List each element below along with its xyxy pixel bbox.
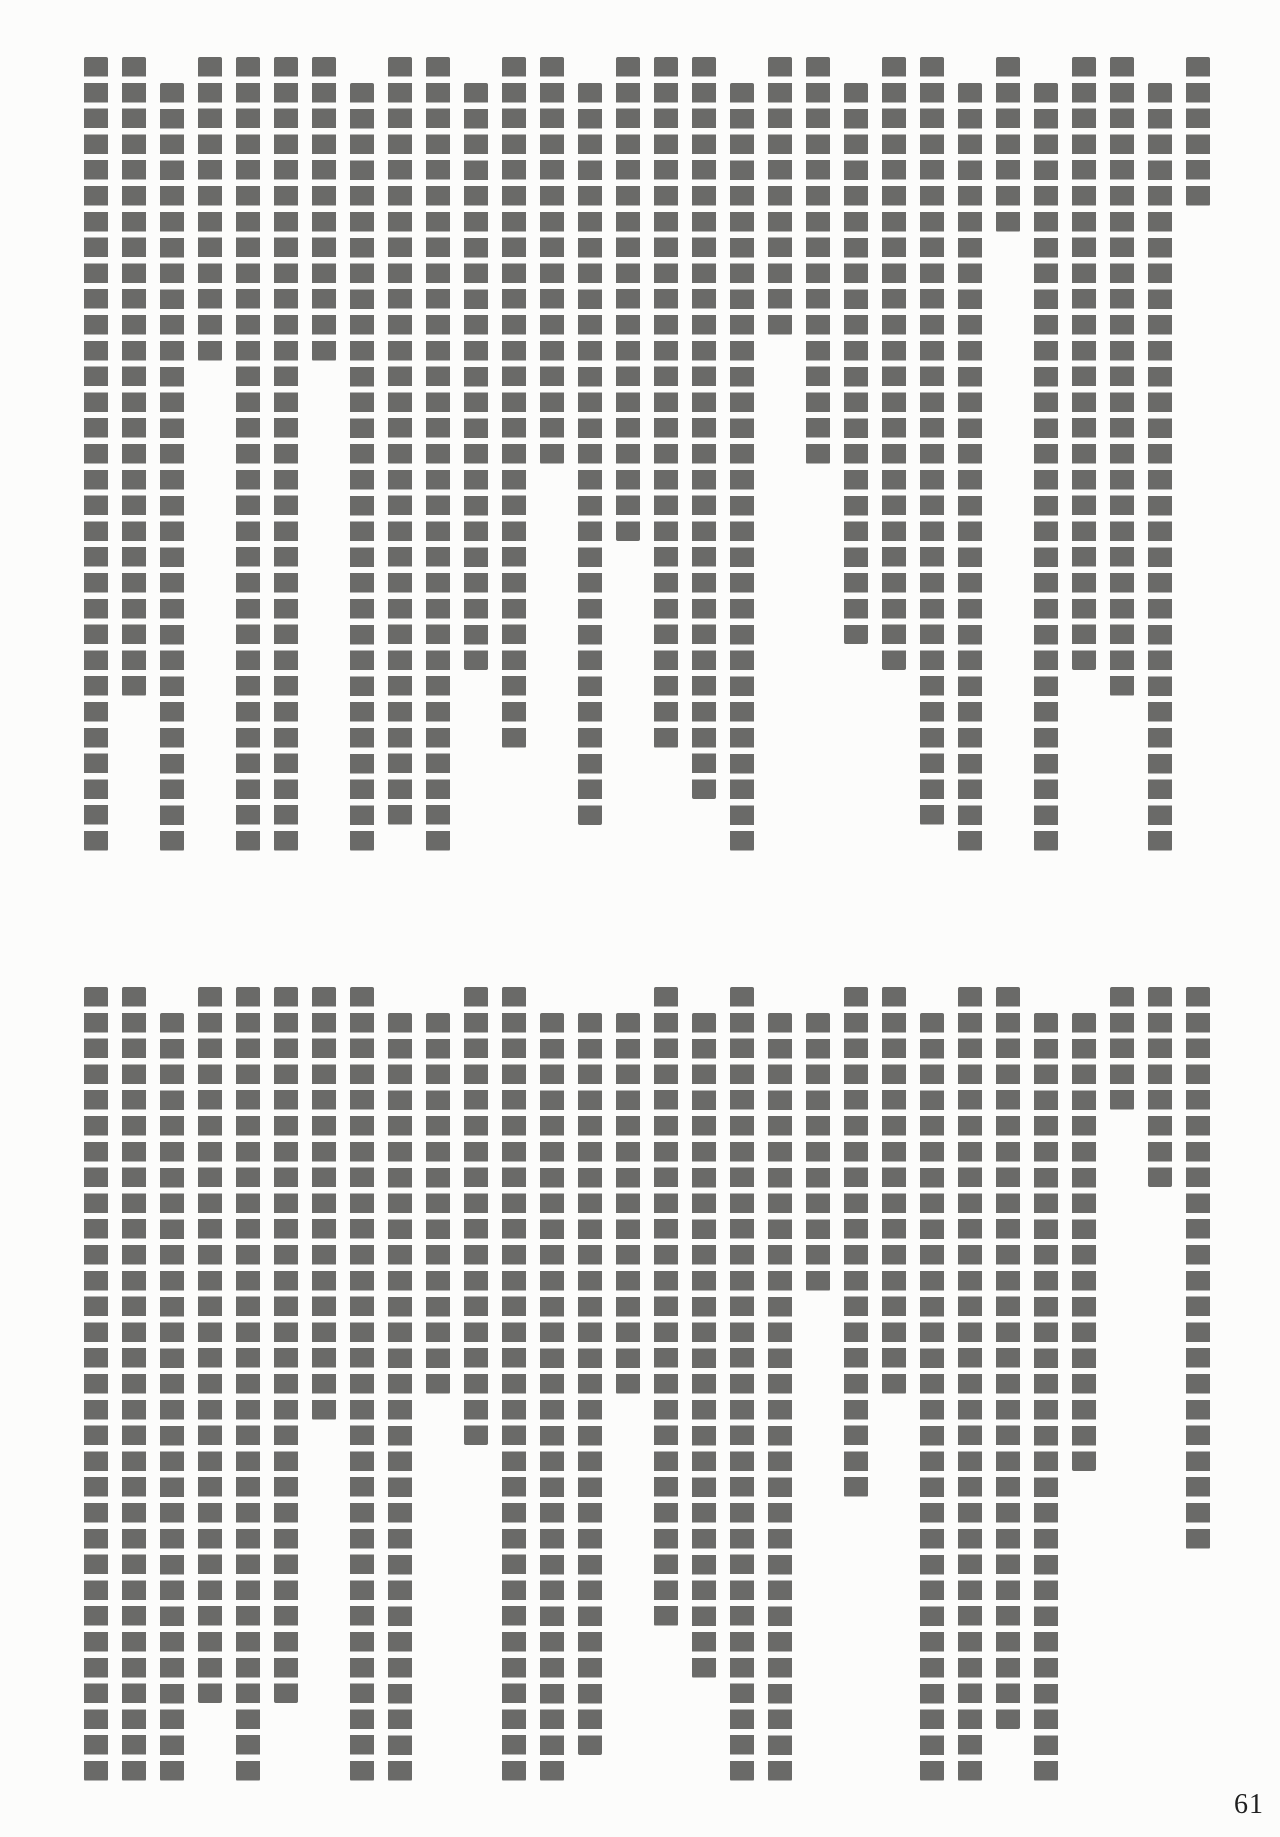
text-column-redacted [1186, 987, 1210, 1549]
text-column-redacted [502, 987, 526, 1781]
text-column-redacted [1034, 1013, 1058, 1781]
text-column-redacted [806, 57, 830, 464]
text-column-redacted [654, 987, 678, 1626]
text-column-redacted [1186, 57, 1210, 206]
text-column-redacted [882, 987, 906, 1394]
text-column-redacted [312, 57, 336, 361]
text-column-redacted [958, 83, 982, 851]
text-column-redacted [996, 57, 1020, 232]
text-column-redacted [1148, 83, 1172, 851]
text-column-redacted [692, 1013, 716, 1678]
text-column-redacted [1072, 57, 1096, 670]
text-column-redacted [730, 83, 754, 851]
text-column-redacted [806, 1013, 830, 1291]
upper-text-block [0, 57, 1280, 857]
text-column-redacted [882, 57, 906, 670]
text-column-redacted [312, 987, 336, 1420]
text-column-redacted [844, 83, 868, 645]
text-column-redacted [198, 987, 222, 1703]
text-column-redacted [1148, 987, 1172, 1187]
text-column-redacted [236, 57, 260, 851]
text-column-redacted [84, 987, 108, 1781]
text-column-redacted [388, 1013, 412, 1781]
text-column-redacted [198, 57, 222, 361]
text-column-redacted [540, 1013, 564, 1781]
text-column-redacted [1072, 1013, 1096, 1471]
text-column-redacted [388, 57, 412, 825]
text-column-redacted [578, 83, 602, 825]
text-column-redacted [578, 1013, 602, 1755]
text-column-redacted [350, 987, 374, 1781]
text-column-redacted [236, 987, 260, 1781]
text-column-redacted [616, 57, 640, 541]
text-column-redacted [920, 57, 944, 825]
text-column-redacted [426, 57, 450, 851]
lower-text-block [0, 987, 1280, 1787]
text-column-redacted [84, 57, 108, 851]
text-column-redacted [122, 987, 146, 1781]
page-number: 61 [1234, 1789, 1264, 1820]
text-column-redacted [996, 987, 1020, 1729]
text-column-redacted [844, 987, 868, 1497]
text-column-redacted [122, 57, 146, 696]
text-column-redacted [1110, 987, 1134, 1110]
text-column-redacted [730, 987, 754, 1781]
text-column-redacted [426, 1013, 450, 1394]
text-column-redacted [464, 987, 488, 1445]
text-column-redacted [350, 83, 374, 851]
text-column-redacted [958, 987, 982, 1781]
text-column-redacted [540, 57, 564, 464]
text-column-redacted [692, 57, 716, 799]
text-column-redacted [654, 57, 678, 748]
text-column-redacted [274, 57, 298, 851]
text-column-redacted [768, 57, 792, 335]
text-column-redacted [1110, 57, 1134, 696]
text-column-redacted [616, 1013, 640, 1394]
text-column-redacted [160, 83, 184, 851]
text-column-redacted [274, 987, 298, 1703]
text-column-redacted [1034, 83, 1058, 851]
text-column-redacted [502, 57, 526, 748]
text-column-redacted [160, 1013, 184, 1781]
text-column-redacted [768, 1013, 792, 1781]
text-column-redacted [464, 83, 488, 670]
text-column-redacted [920, 1013, 944, 1781]
